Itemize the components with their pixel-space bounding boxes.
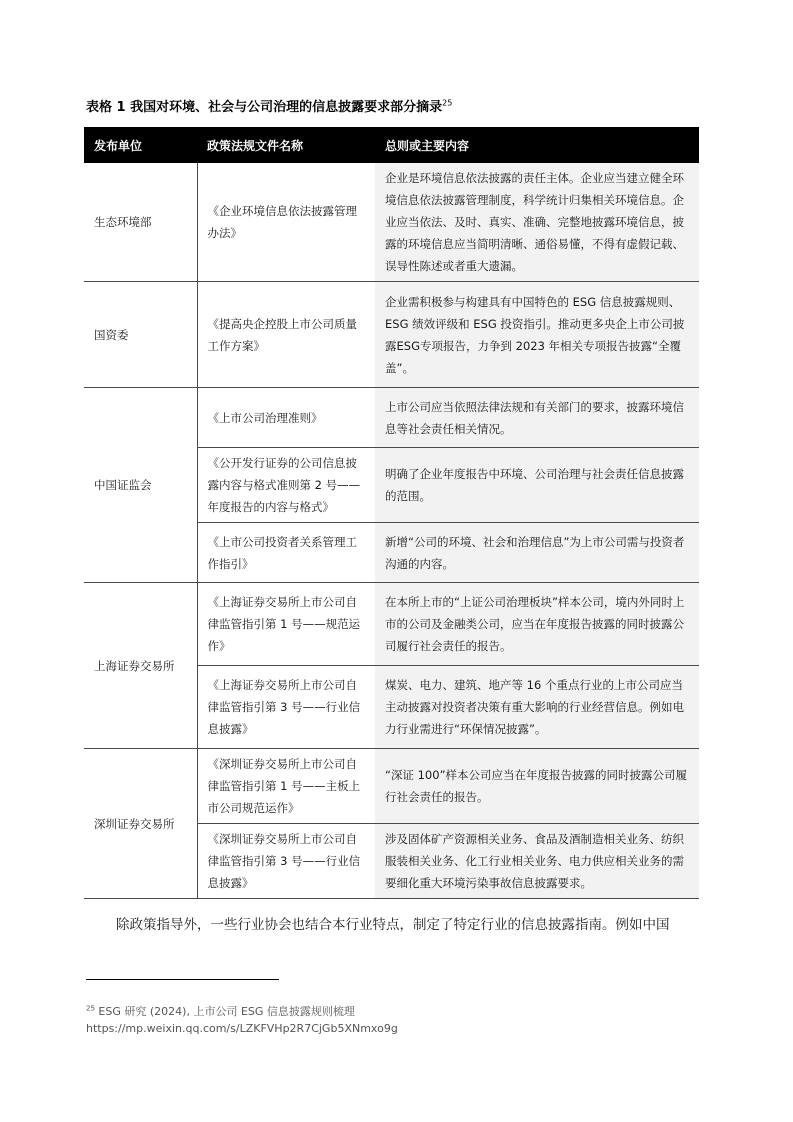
- caption-footnote-ref[interactable]: 25: [442, 98, 453, 108]
- policy-doc-cell: 《深圳证券交易所上市公司自律监管指引第 3 号——行业信息披露》: [197, 824, 375, 899]
- issuer-cell: 中国证监会: [84, 388, 197, 583]
- header-issuer: 发布单位: [84, 127, 197, 163]
- policy-doc-cell: 《上海证券交易所上市公司自律监管指引第 3 号——行业信息披露》: [197, 666, 375, 749]
- content-cell: 煤炭、电力、建筑、地产等 16 个重点行业的上市公司应当主动披露对投资者决策有重大影响的行业经营信息。例如电力行业需进行“环保情况披露”。: [375, 666, 699, 749]
- footnote-number: 25: [86, 1004, 95, 1013]
- header-main-content: 总则或主要内容: [375, 127, 699, 163]
- policy-doc-cell: 《深圳证券交易所上市公司自律监管指引第 1 号——主板上市公司规范运作》: [197, 749, 375, 824]
- footnote-citation: [86, 1003, 355, 1019]
- header-policy-doc: 政策法规文件名称: [197, 127, 375, 163]
- table-row: [84, 749, 699, 824]
- content-cell: “深证 100”样本公司应当在年度报告披露的同时披露公司履行社会责任的报告。: [375, 749, 699, 824]
- policy-doc-cell: 《上市公司治理准则》: [197, 388, 375, 448]
- table-row: [84, 282, 699, 388]
- content-cell: 涉及固体矿产资源相关业务、食品及酒制造相关业务、纺织服装相关业务、化工行业相关业务、电力供应相关业务的需要细化重大环境污染事故信息披露要求。: [375, 824, 699, 899]
- policy-doc-cell: 《公开发行证券的公司信息披露内容与格式准则第 2 号——年度报告的内容与格式》: [197, 448, 375, 523]
- policy-doc-cell: 《企业环境信息依法披露管理办法》: [197, 163, 375, 282]
- table-caption: [86, 96, 452, 115]
- issuer-cell: 深圳证券交易所: [84, 749, 197, 899]
- table-row: [84, 583, 699, 666]
- table-row: [84, 388, 699, 448]
- content-cell: 在本所上市的“上证公司治理板块”样本公司，境内外同时上市的公司及金融类公司，应当在年度报告披露的同时披露公司履行社会责任的报告。: [375, 583, 699, 666]
- footnote-url[interactable]: https://mp.weixin.qq.com/s/LZKFVHp2R7CjGb5XNmxo9g: [86, 1022, 398, 1035]
- policy-doc-cell: 《上海证券交易所上市公司自律监管指引第 1 号——规范运作》: [197, 583, 375, 666]
- content-cell: 新增“公司的环境、社会和治理信息”为上市公司需与投资者沟通的内容。: [375, 523, 699, 583]
- policy-doc-cell: 《提高央企控股上市公司质量工作方案》: [197, 282, 375, 388]
- table-row: [84, 163, 699, 282]
- policy-doc-cell: 《上市公司投资者关系管理工作指引》: [197, 523, 375, 583]
- footnote-divider: [86, 979, 279, 980]
- content-cell: 企业是环境信息依法披露的责任主体。企业应当建立健全环境信息依法披露管理制度，科学统计归集相关环境信息。企业应当依法、及时、真实、准确、完整地披露环境信息，披露的环境信息应当简明清晰、通俗易懂，不得有虚假记载、误导性陈述或者重大遗漏。: [375, 163, 699, 282]
- body-paragraph: 除政策指导外，一些行业协会也结合本行业特点，制定了特定行业的信息披露指南。例如中国: [116, 917, 670, 933]
- esg-disclosure-table: [84, 127, 699, 899]
- content-cell: 企业需积极参与构建具有中国特色的 ESG 信息披露规则、ESG 绩效评级和 ESG 投资指引。推动更多央企上市公司披露ESG专项报告，力争到 2023 年相关专项报告披露“全覆盖”。: [375, 282, 699, 388]
- table-header-row: [84, 127, 699, 163]
- issuer-cell: 生态环境部: [84, 163, 197, 282]
- content-cell: 上市公司应当依照法律法规和有关部门的要求，披露环境信息等社会责任相关情况。: [375, 388, 699, 448]
- content-cell: 明确了企业年度报告中环境、公司治理与社会责任信息披露的范围。: [375, 448, 699, 523]
- footnote-source: ESG 研究 (2024), 上市公司 ESG 信息披露规则梳理: [98, 1005, 355, 1018]
- issuer-cell: 上海证券交易所: [84, 583, 197, 749]
- issuer-cell: 国资委: [84, 282, 197, 388]
- caption-text: 表格 1 我国对环境、社会与公司治理的信息披露要求部分摘录: [86, 100, 443, 115]
